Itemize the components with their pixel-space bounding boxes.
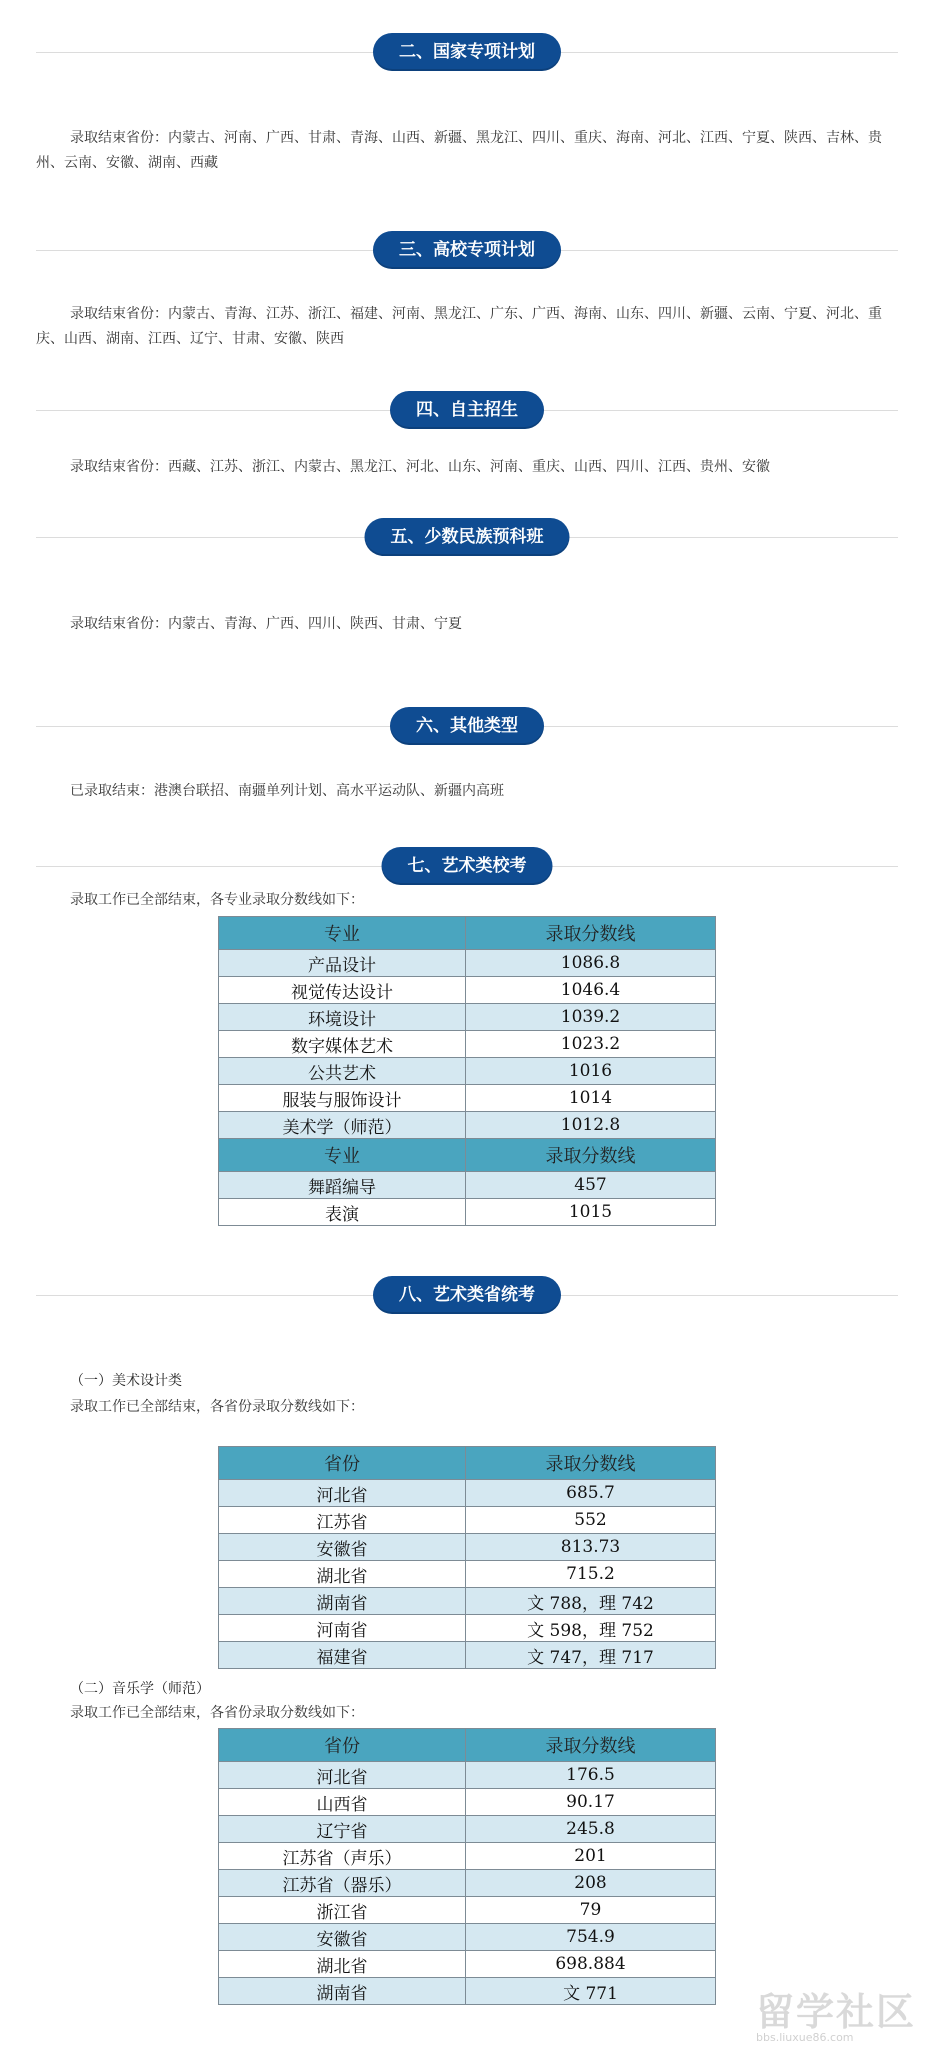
table-cell-major: 美术学（师范） [219,1112,466,1139]
column-header-province: 省份 [219,1729,466,1762]
table-row [219,1058,716,1085]
table-cell-score: 715.2 [466,1561,716,1588]
table-cell-score: 1046.4 [466,977,716,1004]
table-cell-major: 产品设计 [219,950,466,977]
table-cell-province: 河北省 [219,1480,466,1507]
column-header-score: 录取分数线 [466,1729,716,1762]
section-header-art-provincial-exam [36,1276,898,1316]
table-cell-score: 文 747，理 717 [466,1642,716,1669]
table-cell-score: 552 [466,1507,716,1534]
column-header-score: 录取分数线 [466,917,716,950]
table-row [219,1762,716,1789]
table-cell-province: 江苏省（声乐） [219,1843,466,1870]
section-header-art-school-exam [36,847,898,887]
table-row [219,1870,716,1897]
table-cell-score: 208 [466,1870,716,1897]
section-text-university-plan: 录取结束省份：内蒙古、青海、江苏、浙江、福建、河南、黑龙江、广东、广西、海南、山东、四川、新疆、云南、宁夏、河北、重庆、山西、湖南、江西、辽宁、甘肃、安徽、陕西 [36,306,882,347]
table-cell-province: 河北省 [219,1762,466,1789]
table-cell-score: 1039.2 [466,1004,716,1031]
table-row [219,1561,716,1588]
table-cell-province: 湖南省 [219,1978,466,2005]
table-cell-province: 江苏省（器乐） [219,1870,466,1897]
column-header-province: 省份 [219,1447,466,1480]
table-cell-province: 安徽省 [219,1924,466,1951]
section-text-national-plan: 录取结束省份：内蒙古、河南、广西、甘肃、青海、山西、新疆、黑龙江、四川、重庆、海南、河北、江西、宁夏、陕西、吉林、贵州、云南、安徽、湖南、西藏 [36,130,882,171]
table-cell-major: 舞蹈编导 [219,1172,466,1199]
table-cell-province: 河南省 [219,1615,466,1642]
table-cell-score: 文 771 [466,1978,716,2005]
table-cell-major: 数字媒体艺术 [219,1031,466,1058]
table-cell-score: 685.7 [466,1480,716,1507]
art-design-table [218,1446,716,1669]
table-row [219,1897,716,1924]
table-row [219,1642,716,1669]
table-row [219,1951,716,1978]
table-cell-province: 辽宁省 [219,1816,466,1843]
art-school-exam-table [218,916,716,1226]
table-row [219,1789,716,1816]
section-title-pill: 三、高校专项计划 [373,231,561,269]
table-header-row [219,1139,716,1172]
table-row [219,1199,716,1226]
table-cell-province: 湖北省 [219,1951,466,1978]
table-cell-score: 1014 [466,1085,716,1112]
table-row [219,1843,716,1870]
table-cell-province: 江苏省 [219,1507,466,1534]
table-row [219,1588,716,1615]
table-row [219,1004,716,1031]
section-header-national-plan [36,33,898,73]
table-header-row [219,917,716,950]
table-header-row [219,1447,716,1480]
column-header-score: 录取分数线 [466,1447,716,1480]
table-cell-score: 79 [466,1897,716,1924]
table-row [219,1085,716,1112]
table-cell-score: 813.73 [466,1534,716,1561]
table-cell-province: 湖南省 [219,1588,466,1615]
table-row [219,1615,716,1642]
section-title-pill: 七、艺术类校考 [382,847,553,885]
column-header-score: 录取分数线 [466,1139,716,1172]
table-cell-score: 1015 [466,1199,716,1226]
section-title-pill: 八、艺术类省统考 [373,1276,561,1314]
table-cell-province: 山西省 [219,1789,466,1816]
site-watermark [756,1992,926,2044]
art-design-intro: 录取工作已全部结束，各省份录取分数线如下： [70,1399,364,1415]
table-row [219,977,716,1004]
music-education-intro: 录取工作已全部结束，各省份录取分数线如下： [70,1705,364,1721]
music-education-table [218,1728,716,2005]
art-school-exam-intro: 录取工作已全部结束，各专业录取分数线如下： [70,892,364,908]
column-header-major: 专业 [219,1139,466,1172]
table-cell-score: 1012.8 [466,1112,716,1139]
watermark-url: bbs.liuxue86.com [756,2031,854,2044]
table-cell-score: 457 [466,1172,716,1199]
table-cell-province: 福建省 [219,1642,466,1669]
table-cell-major: 环境设计 [219,1004,466,1031]
table-cell-score: 698.884 [466,1951,716,1978]
section-text-minority-preparatory: 录取结束省份：内蒙古、青海、广西、四川、陕西、甘肃、宁夏 [70,616,462,632]
table-cell-score: 754.9 [466,1924,716,1951]
table-cell-score: 176.5 [466,1762,716,1789]
table-row [219,1480,716,1507]
section-text-other-types: 已录取结束：港澳台联招、南疆单列计划、高水平运动队、新疆内高班 [70,783,504,799]
watermark-logo: 留学社区 [756,1990,917,2034]
section-header-other-types [36,707,898,747]
section-header-university-plan [36,231,898,271]
subsection-title-music-education: （二）音乐学（师范） [70,1681,210,1697]
section-title-pill: 二、国家专项计划 [373,33,561,71]
section-header-minority-preparatory [36,518,898,558]
table-cell-score: 1016 [466,1058,716,1085]
table-cell-score: 245.8 [466,1816,716,1843]
table-row [219,1172,716,1199]
section-header-independent-enrollment [36,391,898,431]
table-row [219,1978,716,2005]
table-cell-score: 201 [466,1843,716,1870]
subsection-title-art-design: （一）美术设计类 [70,1373,182,1389]
table-cell-score: 90.17 [466,1789,716,1816]
section-text-independent-enrollment: 录取结束省份：西藏、江苏、浙江、内蒙古、黑龙江、河北、山东、河南、重庆、山西、四川、江西、贵州、安徽 [70,459,770,475]
table-header-row [219,1729,716,1762]
table-cell-score: 文 788，理 742 [466,1588,716,1615]
table-cell-major: 服装与服饰设计 [219,1085,466,1112]
table-cell-major: 表演 [219,1199,466,1226]
table-cell-score: 1086.8 [466,950,716,977]
table-cell-major: 视觉传达设计 [219,977,466,1004]
table-cell-province: 湖北省 [219,1561,466,1588]
table-row [219,1112,716,1139]
table-row [219,1031,716,1058]
column-header-major: 专业 [219,917,466,950]
table-cell-score: 文 598，理 752 [466,1615,716,1642]
section-title-pill: 六、其他类型 [390,707,544,745]
table-row [219,1816,716,1843]
section-title-pill: 四、自主招生 [390,391,544,429]
table-cell-score: 1023.2 [466,1031,716,1058]
table-cell-major: 公共艺术 [219,1058,466,1085]
table-row [219,1507,716,1534]
table-row [219,950,716,977]
table-row [219,1534,716,1561]
table-cell-province: 浙江省 [219,1897,466,1924]
table-row [219,1924,716,1951]
section-title-pill: 五、少数民族预科班 [365,518,570,556]
table-cell-province: 安徽省 [219,1534,466,1561]
